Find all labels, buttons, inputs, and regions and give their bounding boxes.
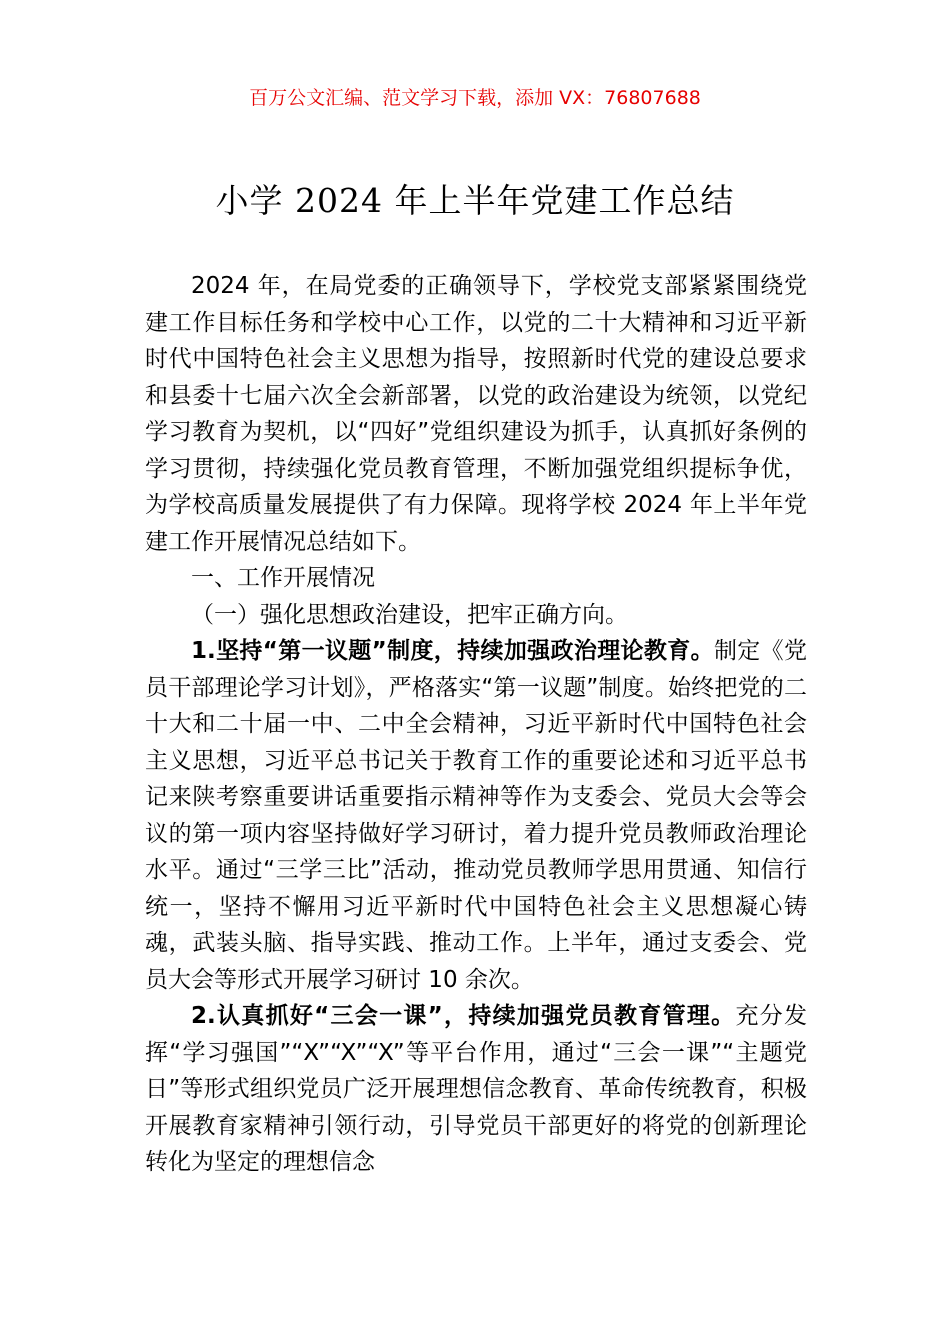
section-heading: 一、工作开展情况 (191, 565, 375, 591)
document-title: 小学 2024 年上半年党建工作总结 (215, 181, 735, 220)
item-1-heading: 1.坚持“第一议题”制度，持续加强政治理论教育。 (191, 638, 714, 664)
item-2-paragraph (145, 998, 807, 1181)
document-body (145, 268, 807, 1181)
item-2-heading: 2.认真抓好“三会一课”，持续加强党员教育管理。 (191, 1003, 736, 1029)
item-2-body: 充分发挥“学习强国”“X”“X”“X”等平台作用，通过“三会一课”“主题党日”等形式组织党员广泛开展理想信念教育、革命传统教育，积极开展教育家精神引领行动，引导党员干部更好的将党的创新理论转化为坚定的理想信念 (145, 1003, 807, 1175)
intro-paragraph: 2024 年，在局党委的正确领导下，学校党支部紧紧围绕党建工作目标任务和学校中心工作，以党的二十大精神和习近平新时代中国特色社会主义思想为指导，按照新时代党的建设总要求和县委十七届六次全会新部署，以党的政治建设为统领，以党纪学习教育为契机，以“四好”党组织建设为抓手，认真抓好条例的学习贯彻，持续强化党员教育管理，不断加强党组织提标争优，为学校高质量发展提供了有力保障。现将学校 2024 年上半年党建工作开展情况总结如下。 (145, 273, 807, 555)
watermark-contact-note: 百万公文汇编、范文学习下载，添加 VX：76807688 (249, 87, 701, 109)
subsection-heading: （一）强化思想政治建设，把牢正确方向。 (191, 601, 628, 628)
item-1-body: 制定《党员干部理论学习计划》，严格落实“第一议题”制度。始终把党的二十大和二十届一中、二中全会精神，习近平新时代中国特色社会主义思想，习近平总书记关于教育工作的重要论述和习近平总书记来陕考察重要讲话重要指示精神等作为支委会、党员大会等会议的第一项内容坚持做好学习研讨，着力提升党员教师政治理论水平。通过“三学三比”活动，推动党员教师学思用贯通、知信行统一，坚持不懈用习近平新时代中国特色社会主义思想凝心铸魂，武装头脑、指导实践、推动工作。上半年，通过支委会、党员大会等形式开展学习研讨 10 余次。 (145, 638, 807, 993)
item-1-paragraph (145, 633, 807, 998)
